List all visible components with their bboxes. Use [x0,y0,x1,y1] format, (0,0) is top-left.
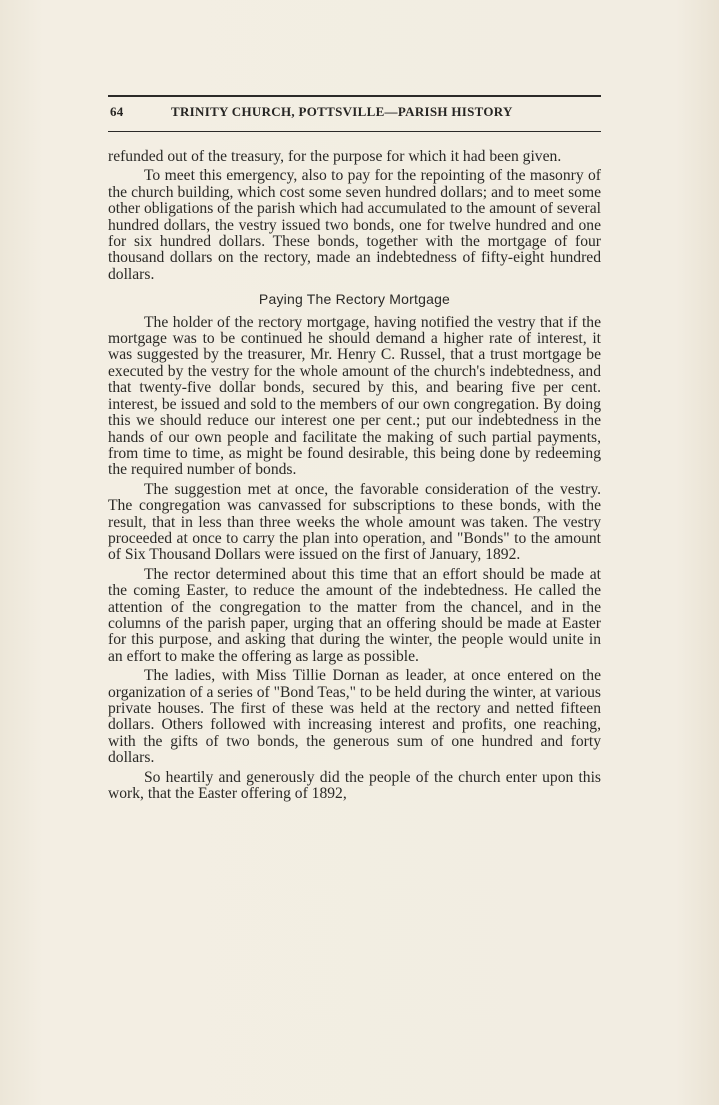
running-header [108,104,601,124]
paragraph-continuation: refunded out of the treasury, for the purpose for which it had been given. [108,148,562,165]
paragraph-mortgage-holder: The holder of the rectory mortgage, having notified the vestry that if the mortgage was to be continued he should demand a higher rate of interest, it was suggested by the treasurer, Mr. Henry C. Russel, that a trust mortgage be executed by the vestry for the whole amount of the church's indebtedness, and that twenty-five dollar bonds, secured by this, and bearing five per cent. interest, be issued and sold to the members of our own congregation. By doing this we should reduce our interest one per cent.; put our indebtedness in the hands of our own people and facilitate the making of such partial payments, from time to time, as might be found desirable, this being done by redeeming the required number of bonds. [108,313,601,479]
paragraph-easter-offering: So heartily and generously did the people of the church enter upon this work, that the Easter offering of 1892, [108,768,601,803]
paragraph-suggestion: The suggestion met at once, the favorable consideration of the vestry. The congregation was canvassed for subscriptions to these bonds, with the result, that in less than three weeks the whole amount was taken. The vestry proceeded at once to carry the plan into operation, and "Bonds" to the amount of Six Thousand Dollars were issued on the first of January, 1892. [108,480,601,564]
paragraph-emergency: To meet this emergency, also to pay for the repointing of the masonry of the church building, which cost some seven hundred dollars; and to meet some other obligations of the parish which had accumulated to the amount of several hundred dollars, the vestry issued two bonds, one for twelve hundred and one for six hundred dollars. These bonds, together with the mortgage of four thousand dollars on the rectory, made an indebtedness of fifty-eight hundred dollars. [108,167,601,283]
page-body [108,149,601,802]
paragraph-bond-teas: The ladies, with Miss Tillie Dornan as leader, at once entered on the organization of a series of "Bond Teas," to be held during the winter, at various private houses. The first of these was held at the rectory and netted fifteen dollars. Others followed with increasing interest and profits, one reaching, with the gifts of two bonds, the generous sum of one hundred and forty dollars. [108,667,601,767]
header-bottom-rule [108,131,601,132]
section-heading: Paying The Rectory Mortgage [258,291,451,308]
header-top-rule [108,95,601,97]
paragraph-rector: The rector determined about this time that an effort should be made at the coming Easter, to reduce the amount of the indebtedness. He called the attention of the congregation to the matter from the chancel, and in the columns of the parish paper, urging that an offering should be made at Easter for this purpose, and asking that during the winter, the people would unite in an effort to make the offering as large as possible. [108,565,601,665]
page-number: 64 [110,104,124,119]
running-title: TRINITY CHURCH, POTTSVILLE—PARISH HISTORY [171,104,513,119]
